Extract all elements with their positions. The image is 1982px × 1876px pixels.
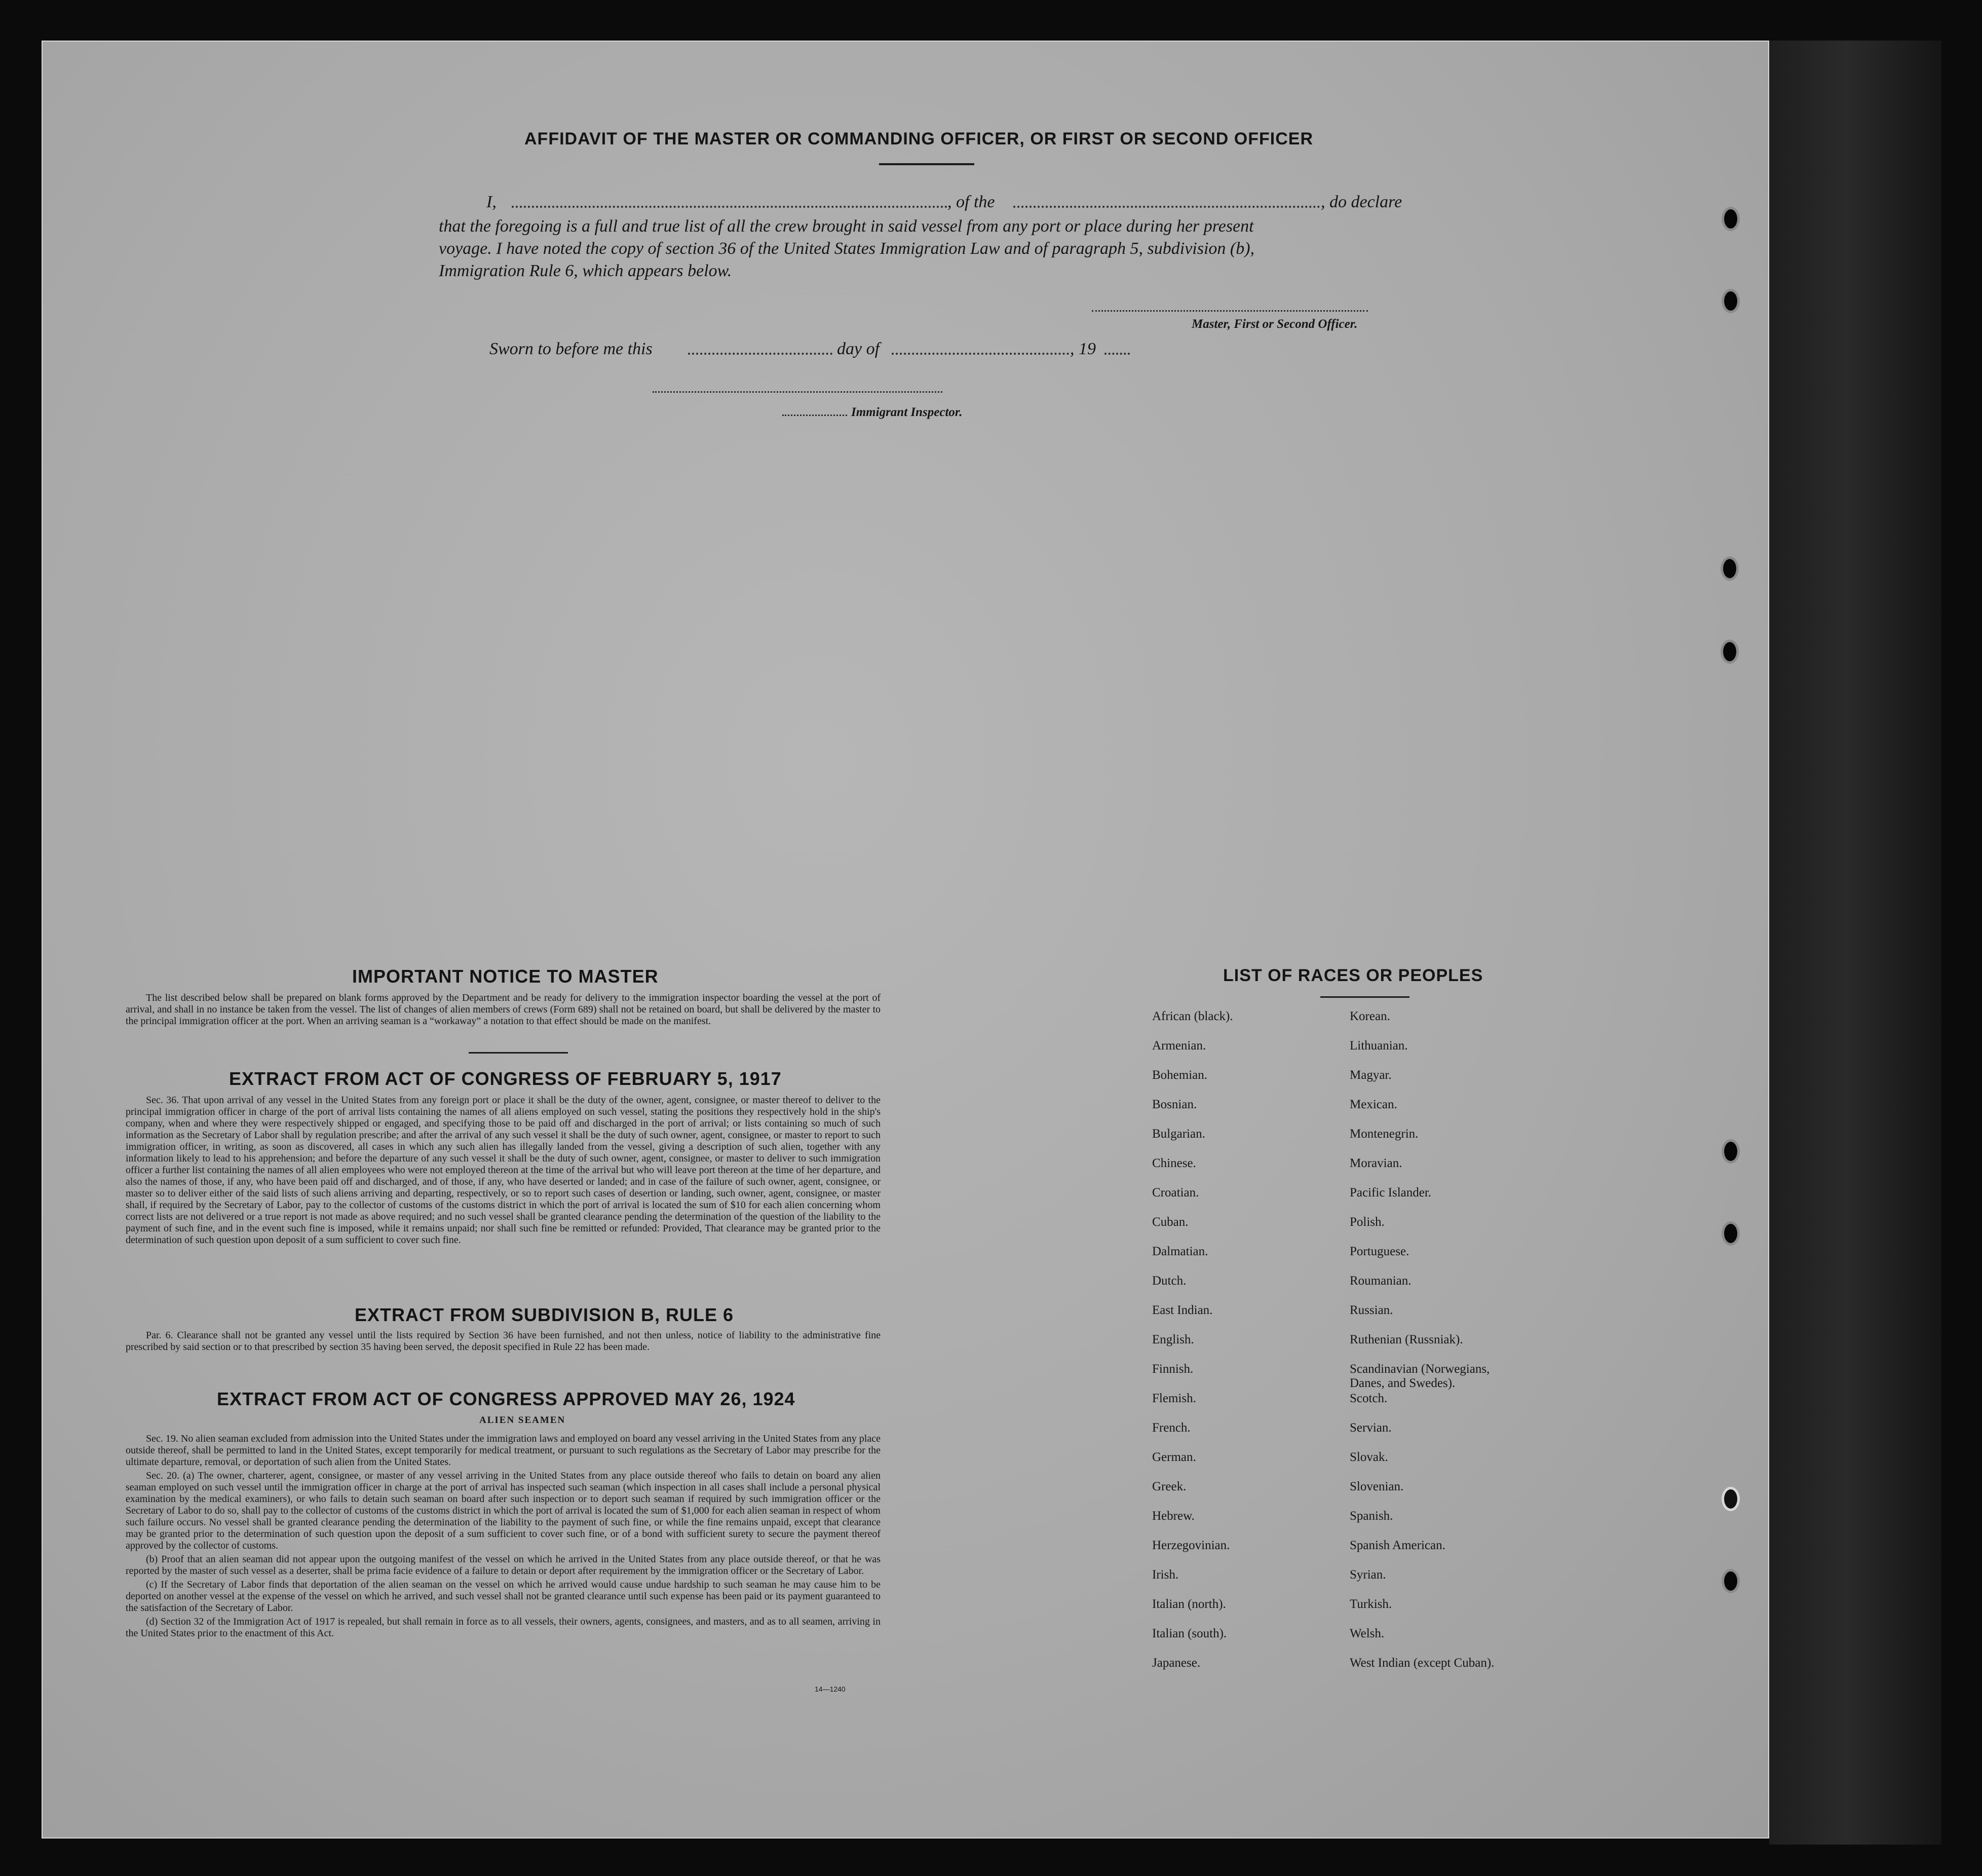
race-item: Magyar. [1350,1068,1392,1082]
race-item: Polish. [1350,1215,1385,1229]
races-column-1 [1152,1009,1233,1685]
race-item: Korean. [1350,1009,1390,1023]
extract-1924-paragraph: Sec. 20. (a) The owner, charterer, agent, consignee, or master of any vessel arriving in the United States from any place outside thereof who fails to detain on board any alien seaman employed on such vessel until the immigration officer in charge at the port of arrival has inspected such seaman (which inspection in all cases shall include a personal physical examination by the medical examiners), or who fails to detain such seaman on board after such inspection or to deport such seaman if required by such immigration officer or the Secretary of Labor to do so, shall pay to the collector of customs of the customs district in which the port of arrival is located the sum of $1,000 for each alien seaman in respect of whom such failure occurs. No vessel shall be granted clearance pending the determination of the liability to the payment of such fine, or while the fine remains unpaid, except that clearance may be granted prior to the determination of such question upon the deposit of a sum sufficient to cover such fine, or of a bond with sufficient surety to secure the payment thereof approved by the collector of customs. [126,1470,881,1551]
race-item: Roumanian. [1350,1274,1412,1288]
i-label: I, [486,193,497,211]
extract-rule6-paragraph: Par. 6. Clearance shall not be granted any vessel until the lists required by Section 36 have been furnished, and not then unless, notice of liability to the administrative fine prescribed by said section or to that prescribed by section 35 having been served, the deposit specified in Rule 22 has been made. [126,1330,881,1353]
vessel-field-line[interactable] [1013,206,1320,208]
alien-seamen-subtitle: ALIEN SEAMEN [479,1415,566,1425]
race-item: African (black). [1152,1009,1233,1023]
races-title: LIST OF RACES OR PEOPLES [1223,966,1483,985]
punch-hole [1722,289,1740,313]
race-item: Italian (south). [1152,1627,1227,1640]
extract-1924-text [126,1433,881,1641]
race-item: Moravian. [1350,1156,1402,1170]
race-item: German. [1152,1450,1196,1464]
extract-1924-paragraph: (c) If the Secretary of Labor finds that deportation of the alien seaman on the vessel on which he arrived would cause undue hardship to such seaman he may cause him to be deported on another vessel at the expense of the vessel on which he arrived, and such vessel shall not be granted clearance until such expense has been paid or its payment guaranteed to the satisfaction of the Secretary of Labor. [126,1579,881,1614]
race-item: Irish. [1152,1568,1179,1582]
race-item: Herzegovinian. [1152,1539,1230,1552]
punch-hole [1722,207,1740,231]
race-item: Chinese. [1152,1156,1196,1170]
race-item: Greek. [1152,1480,1187,1493]
race-item: Bulgarian. [1152,1127,1205,1141]
race-item: Mexican. [1350,1098,1397,1111]
race-item: Ruthenian (Russniak). [1350,1333,1463,1346]
punch-hole [1722,1487,1740,1511]
affidavit-title: AFFIDAVIT OF THE MASTER OR COMMANDING OFFICER, OR FIRST OR SECOND OFFICER [524,129,1313,148]
race-item: Croatian. [1152,1186,1199,1199]
extract-rule6-text [126,1330,881,1355]
do-declare-label: , do declare [1321,193,1402,211]
race-item: Slovenian. [1350,1480,1404,1493]
inspector-caption: Immigrant Inspector. [851,405,963,419]
notice-title: IMPORTANT NOTICE TO MASTER [352,966,659,987]
notice-paragraph: The list described below shall be prepared on blank forms approved by the Department and be ready for delivery to the immigration inspector boarding the vessel at the port of arrival, and shall in no instance be taken from the vessel. The list of changes of alien members of crews (Form 689) shall not be retained on board, but shall be delivered by the master to the principal immigration officer at the port. When an arriving seaman is a “workaway” a notation to that effect should be made on the manifest. [126,992,881,1027]
race-item: Finnish. [1152,1362,1194,1376]
section-rule [469,1052,568,1054]
inspector-caption-leader [782,415,847,416]
race-item: Montenegrin. [1350,1127,1419,1141]
sworn-year-line[interactable] [1104,353,1130,355]
race-item: Slovak. [1350,1450,1388,1464]
extract-1924-paragraph: Sec. 19. No alien seaman excluded from admission into the United States under the immigration laws and employed on board any vessel arriving in the United States from any place outside thereof, shall be permitted to land in the United States, except temporarily for medical treatment, or pursuant to such regulations as the Secretary of Labor may prescribe for the ultimate departure, removal, or deportation of such alien from the United States. [126,1433,881,1468]
race-item: Japanese. [1152,1656,1201,1670]
extract-1924-paragraph: (b) Proof that an alien seaman did not appear upon the outgoing manifest of the vessel on which he arrived in the United States from any place outside thereof, or that he was reported by the master of such vessel as a deserter, shall be prima facie evidence of a failure to detain or deport after requirement by the immigration officer or the Secretary of Labor. [126,1554,881,1577]
extract-rule6-title: EXTRACT FROM SUBDIVISION B, RULE 6 [355,1304,734,1325]
race-item: Scotch. [1350,1392,1388,1405]
name-field-line[interactable] [512,206,947,208]
affidavit-body-line-3: Immigration Rule 6, which appears below. [439,261,732,280]
race-item: Hebrew. [1152,1509,1195,1523]
title-rule [879,163,974,165]
signature-line[interactable] [1092,310,1368,312]
punch-hole [1722,1569,1740,1593]
race-item: Welsh. [1350,1627,1385,1640]
races-title-rule [1320,996,1409,998]
punch-hole [1721,556,1739,581]
extract-1924-paragraph: (d) Section 32 of the Immigration Act of 1917 is repealed, but shall remain in force as to all vessels, their owners, agents, consignees, and masters, and as to all seamen, arriving in the United States prior to the enactment of this Act. [126,1616,881,1639]
race-item: Armenian. [1152,1039,1206,1053]
race-item: Syrian. [1350,1568,1386,1582]
year-label: , 19 [1070,340,1096,358]
signature-caption: Master, First or Second Officer. [1192,317,1358,331]
form-number: 14—1240 [815,1685,846,1693]
race-item: Pacific Islander. [1350,1186,1432,1199]
sworn-label: Sworn to before me this [489,340,653,358]
extract-1917-title: EXTRACT FROM ACT OF CONGRESS OF FEBRUARY 5, 1917 [229,1068,782,1089]
extract-1924-title: EXTRACT FROM ACT OF CONGRESS APPROVED MAY 26, 1924 [217,1389,795,1409]
day-of-label: day of [837,340,880,358]
race-item: Dutch. [1152,1274,1187,1288]
extract-1917-text [126,1095,881,1248]
race-item: Bohemian. [1152,1068,1208,1082]
races-column-2 [1350,1009,1507,1685]
race-item: English. [1152,1333,1194,1346]
of-the-label: , of the [947,193,995,211]
binding-strip [1769,41,1941,1845]
race-item: Spanish. [1350,1509,1393,1523]
race-item: Lithuanian. [1350,1039,1408,1053]
extract-1917-paragraph: Sec. 36. That upon arrival of any vessel in the United States from any foreign port or place it shall be the duty of the owner, agent, consignee, or master thereof to deliver to the principal immigration officer in charge of the port of arrival lists containing the names of all aliens employed on such vessel, stating the positions they respectively hold in the ship's company, when and where they were respectively shipped or engaged, and specifying those to be paid off and discharged in the port of arrival; or lists containing so much of such information as the Secretary of Labor shall by regulation prescribe; and after the arrival of any such vessel it shall be the duty of such owner, agent, consignee, or master to report to such immigration officer, in writing, as soon as discovered, all cases in which any such alien has illegally landed from the vessel, giving a description of such alien, together with any information likely to lead to his apprehension; and before the departure of any such vessel it shall be the duty of such owner, agent, consignee, or master to deliver to such immigration officer a further list containing the names of all alien employees who were not employed thereon at the time of the arrival but who will leave port thereon at the time of her departure, and also the names of those, if any, who have been paid off and discharged, and of those, if any, who have deserted or landed; and in case of the failure of such owner, agent, consignee, or master so to deliver either of the said lists of such aliens arriving and departing, respectively, or so to report such cases of desertion or landing, such owner, agent, consignee, or master shall, if required by the Secretary of Labor, pay to the collector of customs of the customs district in which the port of arrival is located the sum of $10 for each alien concerning whom correct lists are not delivered or a true report is not made as above required; and no such vessel shall be granted clearance pending the determination of the question of the liability to the payment of such fine, and in the event such fine is imposed, while it remains unpaid; nor shall such fine be remitted or refunded: Provided, That clearance may be granted prior to the determination of such question upon deposit of a sum sufficient to cover such fine. [126,1095,881,1246]
race-item: Russian. [1350,1303,1393,1317]
notice-text [126,992,881,1029]
race-item: Flemish. [1152,1392,1196,1405]
race-item: French. [1152,1421,1191,1435]
punch-hole [1722,1221,1740,1246]
affidavit-body-line-1: that the foregoing is a full and true list of all the crew brought in said vessel from any port or place during her present [439,217,1254,236]
race-item: East Indian. [1152,1303,1213,1317]
sworn-day-line[interactable] [688,353,832,355]
sworn-month-line[interactable] [892,353,1069,355]
race-item: Scandinavian (Norwegians, Danes, and Swedes). [1350,1362,1490,1390]
race-item: Bosnian. [1152,1098,1197,1111]
race-item: Dalmatian. [1152,1245,1208,1258]
race-item: Turkish. [1350,1597,1392,1611]
punch-hole [1721,640,1739,664]
race-item: Servian. [1350,1421,1392,1435]
race-item: West Indian (except Cuban). [1350,1656,1495,1670]
race-item: Cuban. [1152,1215,1189,1229]
punch-hole [1722,1139,1740,1164]
affidavit-body-line-2: voyage. I have noted the copy of section 36 of the United States Immigration Law and of paragraph 5, subdivision (b), [439,239,1255,258]
race-item: Italian (north). [1152,1597,1226,1611]
race-item: Spanish American. [1350,1539,1445,1552]
inspector-signature-line[interactable] [653,391,942,393]
race-item: Portuguese. [1350,1245,1409,1258]
